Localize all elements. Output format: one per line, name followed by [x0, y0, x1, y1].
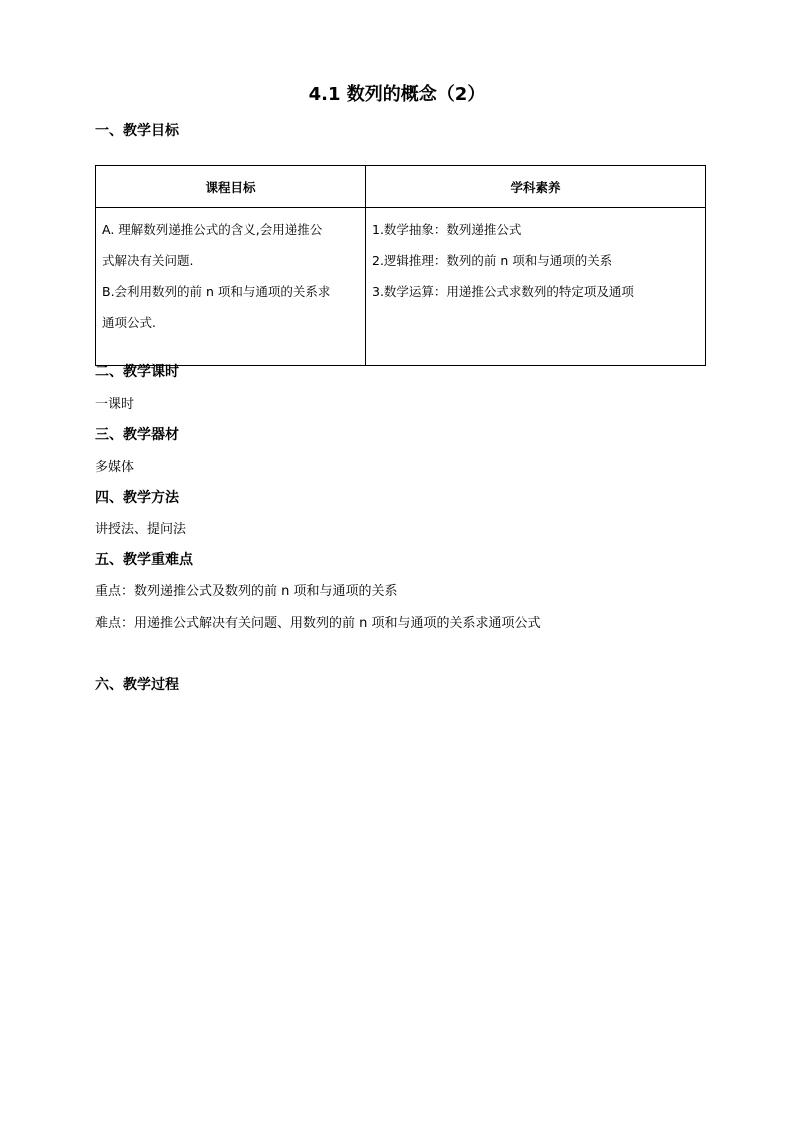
course-goals-cell [96, 208, 366, 366]
class-hours-text: 一课时 [95, 397, 135, 412]
literacy-line: 1.数学抽象：数列递推公式 [372, 222, 522, 237]
section-heading-methods: 四、教学方法 [95, 490, 179, 506]
section-heading-teaching-goals: 一、教学目标 [95, 123, 179, 139]
section-heading-equipment: 三、教学器材 [95, 427, 179, 443]
literacy-line: 3.数学运算：用递推公式求数列的特定项及通项 [372, 284, 634, 299]
core-literacy-cell [366, 208, 706, 366]
table-row [96, 208, 706, 366]
section-heading-key-points: 五、教学重难点 [95, 552, 193, 568]
course-goal-line: 通项公式. [102, 315, 156, 330]
table-header-core-literacy: 学科素养 [366, 166, 706, 208]
goals-table [95, 165, 706, 366]
methods-text: 讲授法、提问法 [95, 522, 187, 537]
section-heading-teaching-process: 六、教学过程 [95, 677, 179, 693]
table-header-course-goals: 课程目标 [96, 166, 366, 208]
key-point-text: 重点：数列递推公式及数列的前 n 项和与通项的关系 [95, 584, 398, 599]
difficulty-text: 难点：用递推公式解决有关问题、用数列的前 n 项和与通项的关系求通项公式 [95, 616, 541, 631]
table-header-row [96, 166, 706, 208]
page-title: 4.1 数列的概念（2） [308, 84, 486, 105]
literacy-line: 2.逻辑推理：数列的前 n 项和与通项的关系 [372, 253, 613, 268]
course-goal-line: B.会利用数列的前 n 项和与通项的关系求 [102, 284, 331, 299]
equipment-text: 多媒体 [95, 460, 135, 475]
course-goal-line: A. 理解数列递推公式的含义,会用递推公 [102, 222, 323, 237]
section-heading-class-hours: 二、教学课时 [95, 364, 179, 380]
course-goal-line: 式解决有关问题. [102, 253, 194, 268]
